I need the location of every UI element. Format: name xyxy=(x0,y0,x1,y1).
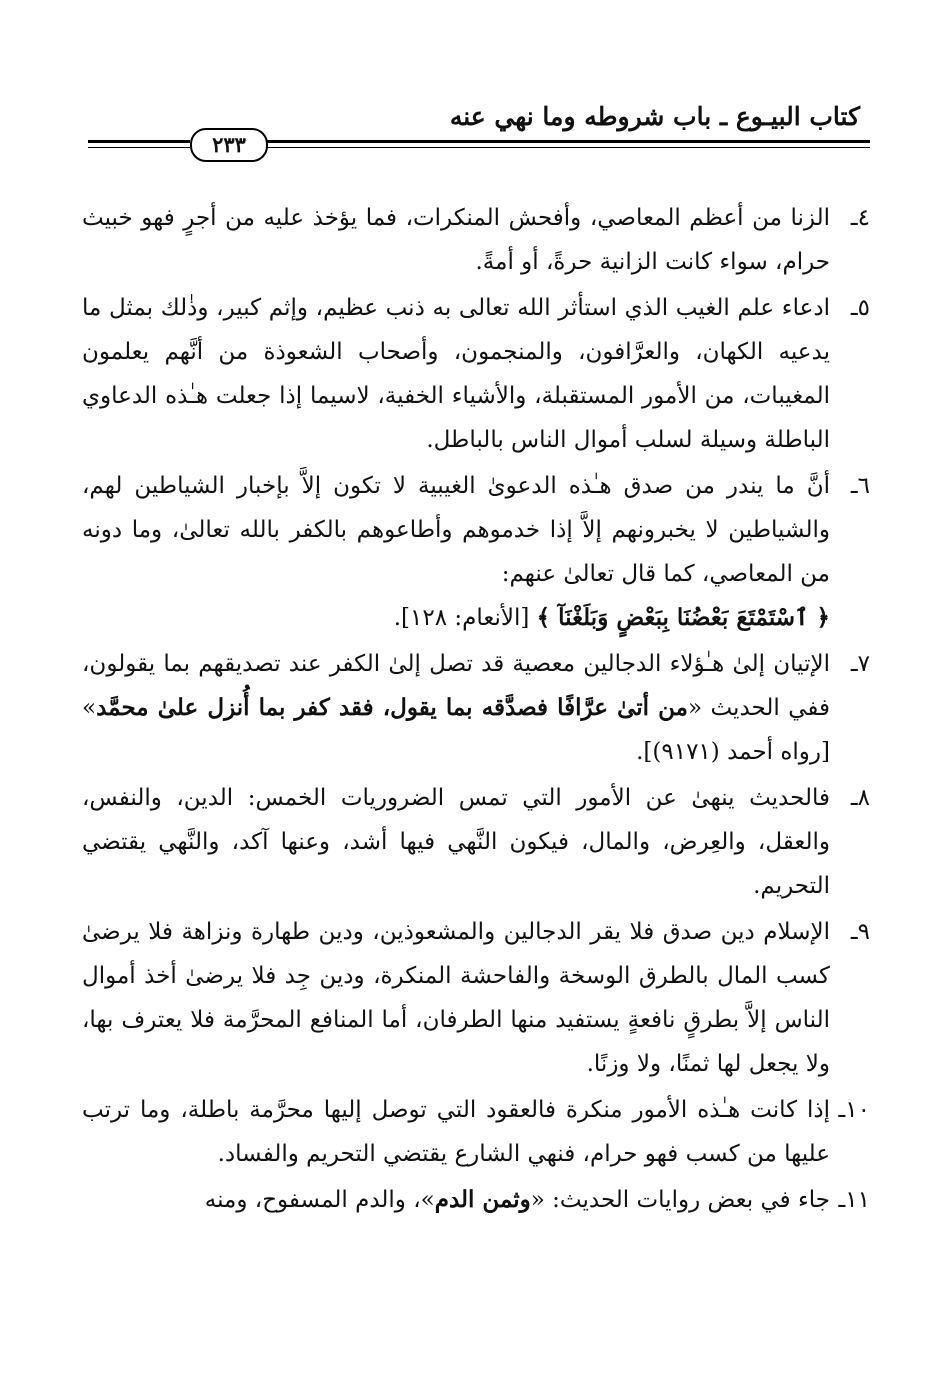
hadith-quote: وثمن الدم xyxy=(434,1186,531,1213)
list-item xyxy=(82,1088,870,1176)
quran-verse: ﴿ ٱسْتَمْتَعَ بَعْضُنَا بِبَعْضٍ وَبَلَغْنَآ ﴾ xyxy=(536,604,830,631)
item-text: الإسلام دين صدق فلا يقر الدجالين والمشعوذين، ودين طهارة ونزاهة فلا يرضىٰ كسب المال بالطرق الوسخة والفاحشة المنكرة، ودين جِد فلا يرضىٰ أخذ أموال الناس إلاَّ بطرقٍ نافعةٍ يستفيد منها الطرفان، أما المنافع المحرَّمة فلا يعترف بها، ولا يجعل لها ثمنًا، ولا وزنًا. xyxy=(82,919,830,1077)
item-number: ١١ـ xyxy=(838,1187,870,1213)
list-item xyxy=(82,910,870,1086)
header-rule-left-thin xyxy=(88,147,190,148)
header-rule-left-thick xyxy=(88,140,190,143)
hadith-quote: من أتىٰ عرَّافًا فصدَّقه بما يقول، فقد كفر بما أُنزل علىٰ محمَّد xyxy=(96,694,688,721)
list-item xyxy=(82,196,870,284)
item-number: ١٠ـ xyxy=(838,1097,870,1123)
item-text-end: » [رواه أحمد (٩١٧١)]. xyxy=(82,695,830,765)
item-number: ٦ـ xyxy=(850,473,870,499)
page-number: ٢٣٣ xyxy=(190,128,268,162)
item-text: أنَّ ما يندر من صدق هـٰذه الدعوىٰ الغيبية لا تكون إلاَّ بإخبار الشياطين لهم، والشياطين لا يخبرونهم إلاَّ إذا خدموهم وأطاعوهم بالكفر بالله تعالىٰ، وما دونه من المعاصي، كما قال تعالىٰ عنهم: xyxy=(82,473,830,587)
header-rule-right-thin xyxy=(266,147,870,148)
item-text: فالحديث ينهىٰ عن الأمور التي تمس الضروريات الخمس: الدين، والنفس، والعقل، والعِرض، والمال، فيكون النَّهي فيها أشد، وعنها آكد، والنَّهي يقتضي التحريم. xyxy=(82,785,830,899)
item-number: ٨ـ xyxy=(850,785,870,811)
item-number: ٤ـ xyxy=(850,205,870,231)
item-number: ٩ـ xyxy=(850,919,870,945)
quran-verse-line xyxy=(82,596,830,640)
quran-reference: [الأنعام: ١٢٨]. xyxy=(393,605,530,631)
item-text: الإتيان إلىٰ هـٰؤلاء الدجالين معصية قد تصل إلىٰ الكفر عند تصديقهم بما يقولون، ففي الحديث « xyxy=(82,651,830,721)
item-text: ادعاء علم الغيب الذي استأثر الله تعالى به ذنب عظيم، وإثم كبير، وذٰلك بمثل ما يدعيه الكهان، والعرَّافون، والمنجمون، وأصحاب الشعوذة من أنَّهم يعلمون المغيبات، من الأمور المستقبلة، والأشياء الخفية، لاسيما إذا جعلت هـٰذه الدعاوي الباطلة وسيلة لسلب أموال الناس بالباطل. xyxy=(82,295,830,453)
body-text xyxy=(82,196,870,1224)
item-number: ٥ـ xyxy=(850,295,870,321)
list-item xyxy=(82,776,870,908)
list-item xyxy=(82,642,870,774)
item-text: الزنا من أعظم المعاصي، وأفحش المنكرات، فما يؤخذ عليه من أجرٍ فهو خبيث حرام، سواء كانت الزانية حرةً، أو أمةً. xyxy=(82,205,830,275)
item-text: جاء في بعض روايات الحديث: « xyxy=(530,1187,830,1213)
list-item xyxy=(82,1178,870,1222)
running-header-title: كتاب البيـوع ـ باب شروطه وما نهي عنه xyxy=(449,102,860,131)
item-text-end: »، والدم المسفوح، ومنه xyxy=(204,1187,435,1213)
list-item xyxy=(82,464,870,640)
header-rule-right-thick xyxy=(266,140,870,143)
item-text: إذا كانت هـٰذه الأمور منكرة فالعقود التي توصل إليها محرَّمة باطلة، وما ترتب عليها من كسب فهو حرام، فنهي الشارع يقتضي التحريم والفساد. xyxy=(82,1097,830,1167)
list-item xyxy=(82,286,870,462)
item-number: ٧ـ xyxy=(850,651,870,677)
